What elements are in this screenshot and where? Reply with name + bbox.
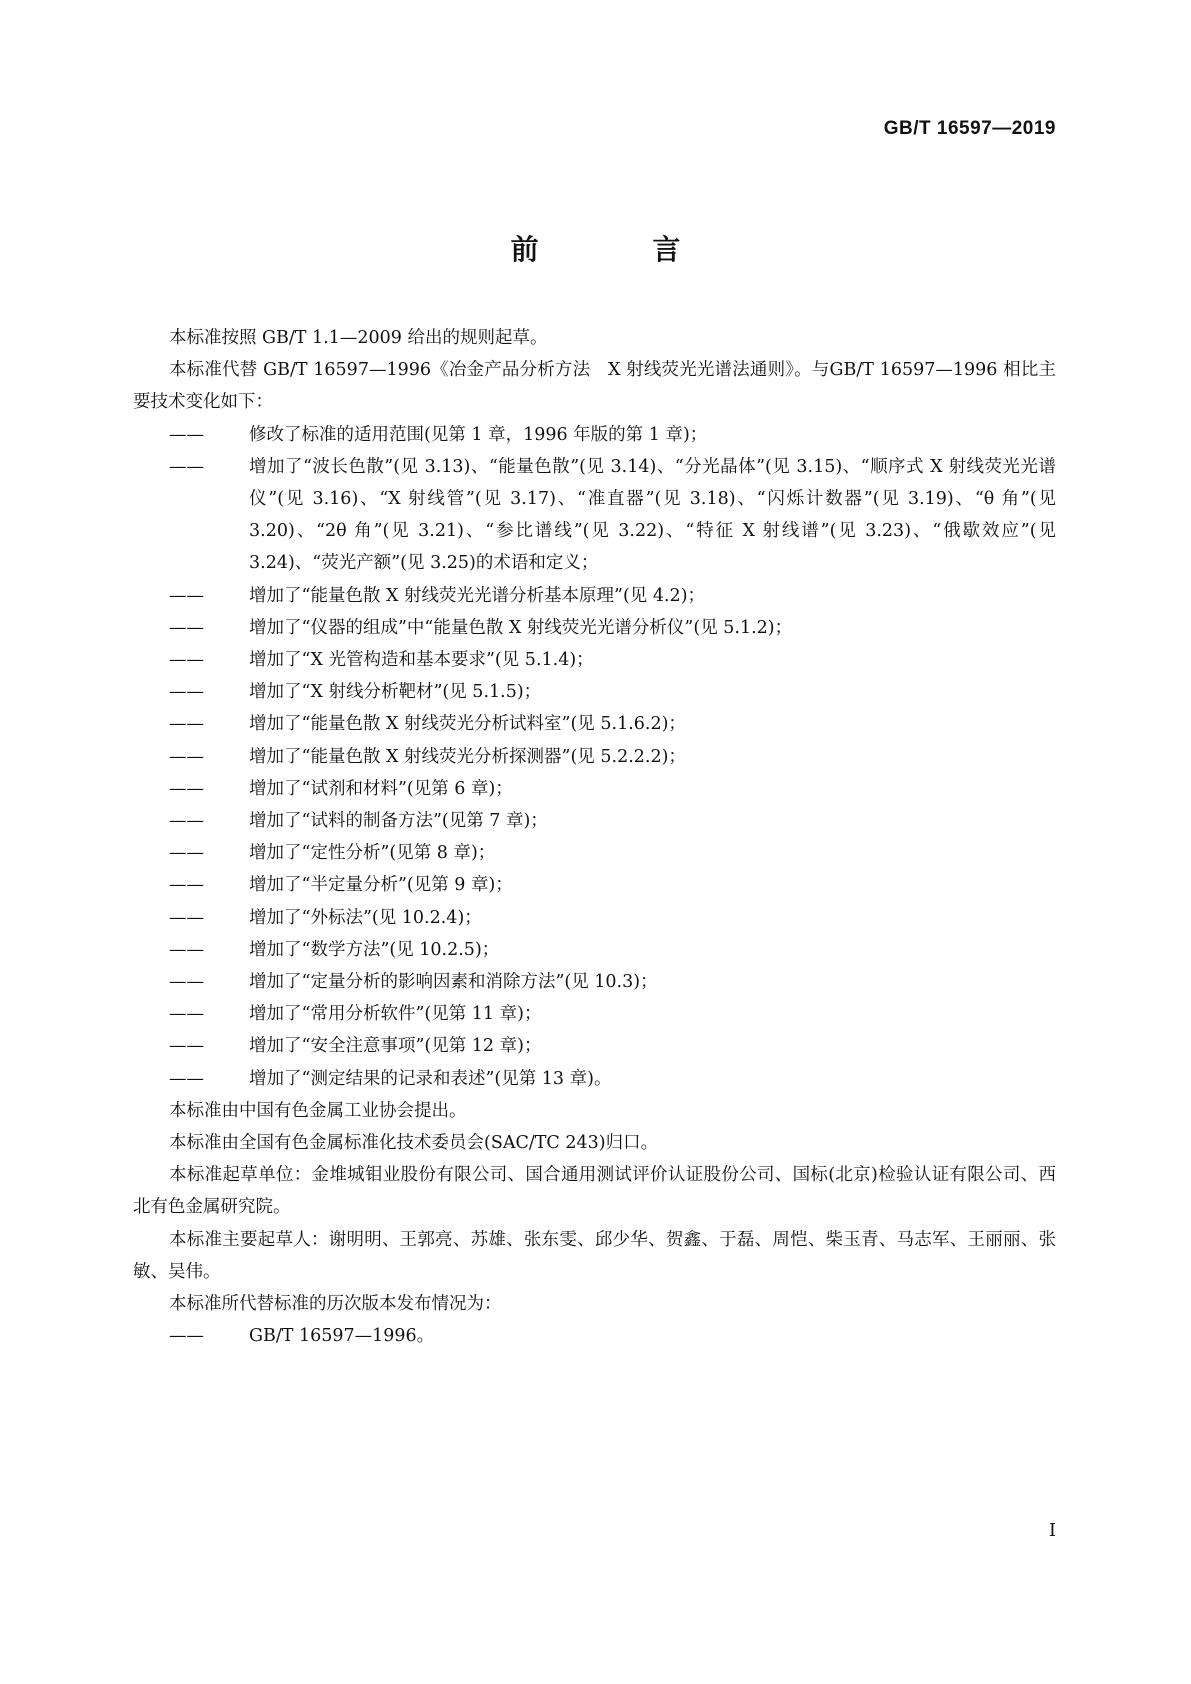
list-item: —— 增加了“试剂和材料”(见第 6 章)；: [133, 773, 1056, 805]
list-item: —— 增加了“定性分析”(见第 8 章)；: [133, 837, 1056, 869]
list-item: —— 增加了“仪器的组成”中“能量色散 X 射线荧光光谱分析仪”(见 5.1.2)；: [133, 612, 1056, 644]
list-item: —— 增加了“半定量分析”(见第 9 章)；: [133, 869, 1056, 901]
dash-marker: ——: [169, 1068, 204, 1089]
list-item: —— 增加了“定量分析的影响因素和消除方法”(见 10.3)；: [133, 966, 1056, 998]
list-item: —— 增加了“试料的制备方法”(见第 7 章)；: [133, 805, 1056, 837]
dash-marker: ——: [169, 907, 204, 928]
dash-marker: ——: [169, 617, 204, 638]
dash-marker: ——: [169, 746, 204, 767]
dash-marker: ——: [169, 1326, 204, 1347]
list-item: —— 增加了“波长色散”(见 3.13)、“能量色散”(见 3.14)、“分光晶体”(见 3.15)、“顺序式 X 射线荧光光谱仪”(见 3.16)、“X 射线管”(见 3.17)、“准直器”(见 3.18)、“闪烁计数器”(见 3.19)、“θ 角”(见 3.20)、“2θ 角”(见 3.21)、“参比谱线”(见 3.22)、“特征 X 射线谱”(见 3.23)、“俄歇效应”(见 3.24)、“荧光产额”(见 3.25)的术语和定义；: [133, 451, 1056, 580]
list-item: —— 增加了“X 光管构造和基本要求”(见 5.1.4)；: [133, 644, 1056, 676]
page-title: 前 言: [510, 233, 733, 266]
list-item: —— 增加了“安全注意事项”(见第 12 章)；: [133, 1030, 1056, 1062]
list-item: —— GB/T 16597—1996。: [133, 1320, 1056, 1352]
list-item: —— 增加了“X 射线分析靶材”(见 5.1.5)；: [133, 676, 1056, 708]
dash-marker: ——: [169, 585, 204, 606]
list-item: —— 增加了“能量色散 X 射线荧光光谱分析基本原理”(见 4.2)；: [133, 580, 1056, 612]
dash-marker: ——: [169, 1036, 204, 1057]
list-item: —— 修改了标准的适用范围(见第 1 章，1996 年版的第 1 章)；: [133, 419, 1056, 451]
list-item: —— 增加了“能量色散 X 射线荧光分析试料室”(见 5.1.6.2)；: [133, 708, 1056, 740]
dash-marker: ——: [169, 843, 204, 864]
dash-marker: ——: [169, 811, 204, 832]
change-list: [133, 419, 1056, 1095]
list-item: —— 增加了“测定结果的记录和表述”(见第 13 章)。: [133, 1063, 1056, 1095]
list-item: —— 增加了“数学方法”(见 10.2.5)；: [133, 934, 1056, 966]
paragraph-centralized-by: 本标准由全国有色金属标准化技术委员会(SAC/TC 243)归口。: [169, 1133, 659, 1154]
paragraph-drafting-units: 本标准起草单位：金堆城钼业股份有限公司、国合通用测试评价认证股份公司、国标(北京)检验认证有限公司、西北有色金属研究院。: [133, 1165, 1056, 1218]
dash-marker: ——: [169, 682, 204, 703]
dash-marker: ——: [169, 778, 204, 799]
list-item: —— 增加了“外标法”(见 10.2.4)；: [133, 902, 1056, 934]
dash-marker: ——: [169, 714, 204, 735]
dash-marker: ——: [169, 1004, 204, 1025]
dash-marker: ——: [169, 939, 204, 960]
dash-marker: ——: [169, 650, 204, 671]
list-item: —— 增加了“常用分析软件”(见第 11 章)；: [133, 998, 1056, 1030]
dash-marker: ——: [169, 456, 204, 477]
dash-marker: ——: [169, 424, 204, 445]
dash-marker: ——: [169, 972, 204, 993]
paragraph-drafters: 本标准主要起草人：谢明明、王郭亮、苏雄、张东雯、邱少华、贺鑫、于磊、周恺、柴玉青、马志军、王丽丽、张敏、吴伟。: [133, 1229, 1056, 1282]
standard-number: GB/T 16597—2019: [883, 118, 1056, 139]
paragraph-replaces: 本标准代替 GB/T 16597—1996《冶金产品分析方法 X 射线荧光光谱法通则》。与GB/T 16597—1996 相比主要技术变化如下：: [133, 360, 1056, 413]
paragraph-proposed-by: 本标准由中国有色金属工业协会提出。: [169, 1100, 467, 1121]
paragraph-previous-versions: 本标准所代替标准的历次版本发布情况为：: [169, 1294, 502, 1315]
document-body: [133, 322, 1056, 1353]
page-number: I: [1048, 1520, 1056, 1541]
list-item: —— 增加了“能量色散 X 射线荧光分析探测器”(见 5.2.2.2)；: [133, 741, 1056, 773]
paragraph-drafting-rule: 本标准按照 GB/T 1.1—2009 给出的规则起草。: [169, 328, 548, 348]
dash-marker: ——: [169, 875, 204, 896]
